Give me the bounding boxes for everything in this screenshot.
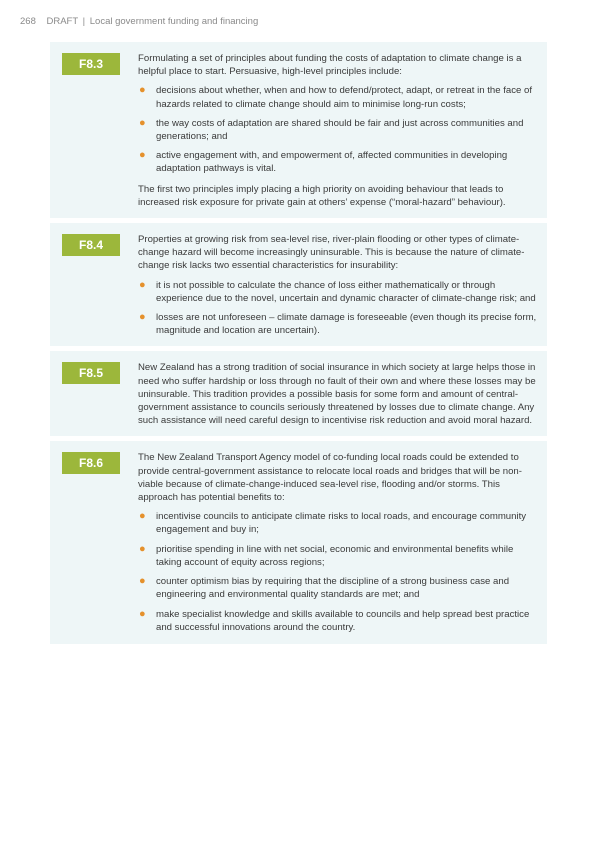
finding-f8-5 bbox=[50, 351, 547, 436]
bullet-icon: ● bbox=[139, 311, 146, 324]
list-item-text: incentivise councils to anticipate climate risks to local roads, and encourage community engagement and buy in; bbox=[156, 511, 527, 536]
finding-content bbox=[138, 52, 539, 209]
list-item-text: active engagement with, and empowerment of, affected communities in developing adaptation pathways is vital. bbox=[156, 150, 508, 175]
list-item-text: counter optimism bias by requiring that the discipline of a strong business case and engineering and environmental quality standards are met; and bbox=[156, 576, 510, 601]
finding-content bbox=[138, 451, 539, 633]
list-item-text: losses are not unforeseen – climate damage is foreseeable (even though its precise form, magnitude and location are uncertain). bbox=[156, 312, 537, 337]
list-item bbox=[138, 575, 539, 601]
bullet-list bbox=[138, 510, 539, 634]
header-separator: | bbox=[82, 16, 86, 27]
list-item bbox=[138, 84, 539, 110]
bullet-icon: ● bbox=[139, 510, 146, 523]
list-item bbox=[138, 608, 539, 634]
bullet-icon: ● bbox=[139, 116, 146, 129]
bullet-icon: ● bbox=[139, 84, 146, 97]
list-item bbox=[138, 510, 539, 536]
finding-f8-4 bbox=[50, 223, 547, 346]
document-title: Local government funding and financing bbox=[89, 16, 259, 27]
bullet-icon: ● bbox=[139, 278, 146, 291]
finding-intro: Formulating a set of principles about funding the costs of adaptation to climate change is a helpful place to start. Persuasive, high-level principles include: bbox=[138, 53, 522, 78]
list-item-text: decisions about whether, when and how to defend/protect, adapt, or retreat in the face of hazards related to climate change should aim to minimise long-run costs; bbox=[156, 85, 533, 110]
finding-intro: New Zealand has a strong tradition of social insurance in which society at large helps those in need who suffer hardship or loss through no fault of their own and where these losses may be uninsurable. This tradition provides a possible basis for some form and amount of central-government assistance to councils seriously threatened by losses due to climate change. Any such assistance will need careful design to incentivise risk reduction and avoid moral hazard. bbox=[138, 362, 536, 427]
list-item-text: prioritise spending in line with net social, economic and environmental benefits while taking account of equity across regions; bbox=[156, 543, 514, 568]
bullet-icon: ● bbox=[139, 575, 146, 588]
draft-label: DRAFT bbox=[46, 16, 78, 27]
bullet-list bbox=[138, 279, 539, 338]
finding-intro: The New Zealand Transport Agency model of co-funding local roads could be extended to provide central-government assistance to relocate local roads and bridges that will be non-viable because of climate-change-induced sea-level rise, flooding and/or storms. This approach has potential benefits to: bbox=[138, 452, 522, 504]
page-number: 268 bbox=[20, 16, 36, 27]
finding-content bbox=[138, 233, 539, 337]
page-header bbox=[20, 16, 258, 27]
finding-label: F8.4 bbox=[62, 234, 120, 256]
list-item-text: the way costs of adaptation are shared should be fair and just across communities and generations; and bbox=[156, 117, 524, 143]
finding-f8-3 bbox=[50, 42, 547, 218]
list-item bbox=[138, 311, 539, 337]
list-item bbox=[138, 279, 539, 305]
list-item bbox=[138, 543, 539, 569]
finding-intro: Properties at growing risk from sea-level rise, river-plain flooding or other types of climate-change hazard will become increasingly uninsurable. This is because the nature of climate-change risk lacks two essential characteristics for insurability: bbox=[138, 234, 525, 272]
findings-panel bbox=[50, 42, 547, 644]
finding-f8-6 bbox=[50, 441, 547, 643]
bullet-icon: ● bbox=[139, 607, 146, 620]
finding-label: F8.5 bbox=[62, 362, 120, 384]
finding-outro: The first two principles imply placing a high priority on avoiding behaviour that leads to increased risk exposure for private gain at others’ expense (“moral-hazard” behaviour). bbox=[138, 183, 506, 208]
finding-label: F8.6 bbox=[62, 452, 120, 474]
finding-content bbox=[138, 361, 539, 427]
list-item bbox=[138, 117, 539, 143]
list-item-text: make specialist knowledge and skills available to councils and help spread best practice and successful innovations around the country. bbox=[156, 608, 530, 633]
bullet-list bbox=[138, 84, 539, 175]
bullet-icon: ● bbox=[139, 149, 146, 162]
finding-label: F8.3 bbox=[62, 53, 120, 75]
bullet-icon: ● bbox=[139, 542, 146, 555]
list-item bbox=[138, 149, 539, 175]
list-item-text: it is not possible to calculate the chance of loss either mathematically or through experience due to the novel, uncertain and dynamic character of climate-change risk; and bbox=[156, 279, 536, 304]
